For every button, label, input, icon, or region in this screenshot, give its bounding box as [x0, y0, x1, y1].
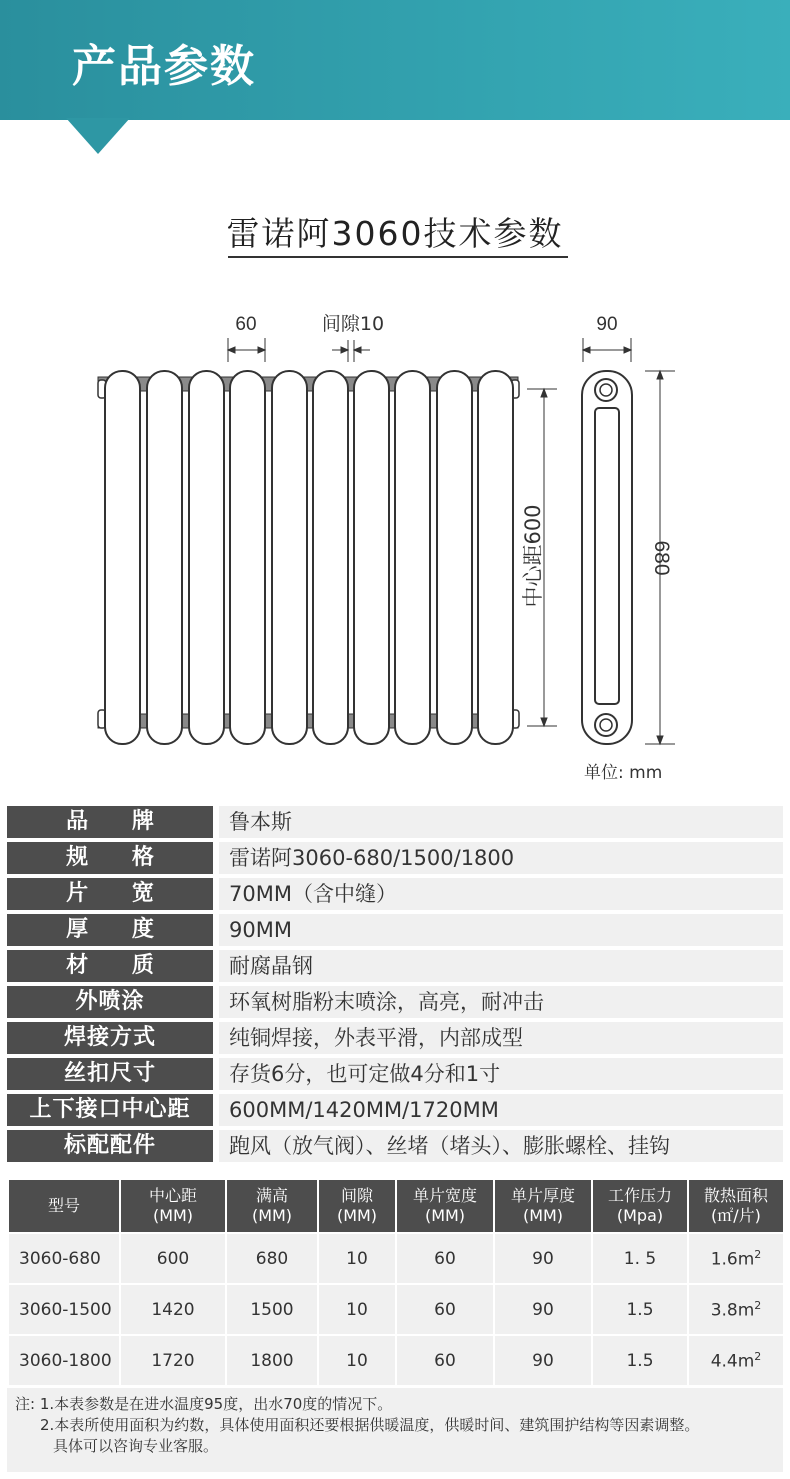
column-header-unit: (MM)	[424, 1206, 466, 1225]
column-header-title: 工作压力	[607, 1186, 672, 1205]
note-3: 具体可以咨询专业客服。	[53, 1437, 219, 1455]
column-header-unit: (MM)	[251, 1206, 293, 1225]
spec-label: 材 质	[7, 950, 213, 982]
tube-1	[105, 371, 140, 744]
column-header	[688, 1179, 784, 1233]
dim-width-label: 60	[235, 314, 257, 335]
dim-gap-label: 间隙10	[321, 313, 385, 335]
column-header	[8, 1179, 120, 1233]
section-title: 雷诺阿3060技术参数	[226, 214, 564, 253]
spec-list	[7, 806, 783, 1166]
cell-value: 60	[434, 1299, 456, 1320]
spec-label: 厚 度	[7, 914, 213, 946]
spec-row	[7, 986, 783, 1018]
cell-value: 1420	[151, 1299, 195, 1320]
spec-row	[7, 806, 783, 838]
column-header-unit: (Mpa)	[616, 1206, 664, 1225]
spec-label: 规 格	[7, 842, 213, 874]
column-header	[396, 1179, 494, 1233]
side-view-port-bottom-inner	[600, 719, 612, 731]
spec-value: 纯铜焊接，外表平滑，内部成型	[219, 1022, 783, 1054]
table-cell	[688, 1233, 784, 1284]
spec-label: 外喷涂	[7, 986, 213, 1018]
table-row	[8, 1233, 784, 1284]
note-1: 注: 1.本表参数是在进水温度95度，出水70度的情况下。	[15, 1395, 393, 1413]
column-header-unit: (㎡/片)	[711, 1206, 761, 1225]
cell-value: 3060-1500	[19, 1299, 112, 1320]
spec-value: 雷诺阿3060-680/1500/1800	[219, 842, 783, 874]
table-cell	[318, 1284, 396, 1335]
side-view-slot	[595, 408, 619, 704]
note-2: 2.本表所使用面积为约数，具体使用面积还要根据供暖温度，供暖时间、建筑围护结构等因素调整。	[40, 1416, 700, 1434]
tube-2	[147, 371, 182, 744]
column-header	[318, 1179, 396, 1233]
table-cell	[494, 1284, 592, 1335]
table-header-row	[8, 1179, 784, 1233]
table-cell	[396, 1233, 494, 1284]
column-header-unit: (MM)	[336, 1206, 378, 1225]
column-header-title: 单片厚度	[510, 1186, 575, 1205]
spec-value: 存货6分，也可定做4分和1寸	[219, 1058, 783, 1090]
cell-value: 10	[346, 1350, 368, 1371]
cell-value: 1800	[250, 1350, 294, 1371]
column-header-title: 型号	[47, 1196, 80, 1215]
spec-value: 环氧树脂粉末喷涂，高亮，耐冲击	[219, 986, 783, 1018]
tube-7	[354, 371, 389, 744]
spec-row	[7, 950, 783, 982]
cell-exponent: 2	[754, 1298, 762, 1312]
spec-label: 品 牌	[7, 806, 213, 838]
cell-value: 680	[255, 1248, 289, 1269]
table-cell	[494, 1335, 592, 1386]
table-cell	[688, 1284, 784, 1335]
cell-value: 1500	[250, 1299, 294, 1320]
spec-row	[7, 1130, 783, 1162]
spec-row	[7, 1058, 783, 1090]
cell-value: 60	[434, 1248, 456, 1269]
column-header-title: 单片宽度	[412, 1186, 477, 1205]
column-header	[226, 1179, 318, 1233]
cell-value: 90	[532, 1248, 554, 1269]
cell-value: 1.6m	[710, 1249, 755, 1270]
cell-value: 4.4m	[710, 1351, 755, 1372]
tube-9	[437, 371, 472, 744]
table-cell	[318, 1233, 396, 1284]
table-cell	[494, 1233, 592, 1284]
spec-row	[7, 1022, 783, 1054]
radiator-diagram	[0, 290, 790, 760]
spec-label: 上下接口中心距	[7, 1094, 213, 1126]
dim-center-label: 中心距600	[521, 504, 545, 608]
table-cell	[120, 1335, 226, 1386]
cell-value: 1.5	[626, 1350, 654, 1371]
column-header-title: 中心距	[148, 1186, 197, 1205]
header-banner	[0, 0, 790, 120]
spec-label: 标配配件	[7, 1130, 213, 1162]
table-cell	[226, 1284, 318, 1335]
radiator-tubes	[105, 371, 513, 744]
dim-height-label: 680	[650, 540, 673, 576]
table-cell	[396, 1284, 494, 1335]
page-title: 产品参数	[72, 41, 256, 92]
cell-value: 1720	[151, 1350, 195, 1371]
column-header-unit: (MM)	[152, 1206, 194, 1225]
spec-row	[7, 878, 783, 910]
table-cell	[120, 1233, 226, 1284]
cell-exponent: 2	[754, 1349, 762, 1363]
spec-value: 70MM（含中缝）	[219, 878, 783, 910]
table-cell	[592, 1233, 688, 1284]
column-header	[120, 1179, 226, 1233]
spec-label: 焊接方式	[7, 1022, 213, 1054]
table-row	[8, 1335, 784, 1386]
tube-4	[230, 371, 265, 744]
spec-label: 丝扣尺寸	[7, 1058, 213, 1090]
banner-pointer	[66, 118, 130, 154]
tube-8	[395, 371, 430, 744]
unit-label: 单位: mm	[584, 763, 663, 783]
spec-value: 跑风（放气阀）、丝堵（堵头）、膨胀螺栓、挂钩	[219, 1130, 783, 1162]
table-cell	[226, 1233, 318, 1284]
spec-value: 耐腐晶钢	[219, 950, 783, 982]
tube-10	[478, 371, 513, 744]
column-header-title: 间隙	[340, 1186, 373, 1205]
spec-label: 片 宽	[7, 878, 213, 910]
spec-value: 600MM/1420MM/1720MM	[219, 1094, 783, 1126]
column-header-title: 散热面积	[703, 1186, 768, 1205]
cell-value: 1.5	[626, 1299, 654, 1320]
spec-value: 90MM	[219, 914, 783, 946]
cell-value: 10	[346, 1248, 368, 1269]
spec-row	[7, 1094, 783, 1126]
title-underline	[228, 256, 568, 258]
cell-value: 10	[346, 1299, 368, 1320]
spec-row	[7, 914, 783, 946]
table-body	[8, 1233, 784, 1386]
dim-depth-label: 90	[596, 314, 618, 335]
notes	[7, 1388, 783, 1472]
cell-value: 3060-680	[19, 1248, 101, 1269]
table-cell	[592, 1335, 688, 1386]
column-header	[494, 1179, 592, 1233]
dim-gap-marker	[332, 340, 370, 362]
cell-value: 90	[532, 1350, 554, 1371]
spec-value: 鲁本斯	[219, 806, 783, 838]
tube-6	[313, 371, 348, 744]
cell-value: 3060-1800	[19, 1350, 112, 1371]
dim-width-marker	[228, 338, 265, 362]
cell-value: 90	[532, 1299, 554, 1320]
table-cell	[396, 1335, 494, 1386]
column-header	[592, 1179, 688, 1233]
table-row	[8, 1284, 784, 1335]
table-cell	[226, 1335, 318, 1386]
tube-5	[272, 371, 307, 744]
cell-value: 600	[156, 1248, 190, 1269]
table-cell	[8, 1284, 120, 1335]
cell-value: 60	[434, 1350, 456, 1371]
models-table	[7, 1178, 785, 1387]
side-view-port-top-inner	[600, 384, 612, 396]
cell-value: 3.8m	[710, 1300, 755, 1321]
table-cell	[120, 1284, 226, 1335]
table-cell	[318, 1335, 396, 1386]
table-cell	[592, 1284, 688, 1335]
table-cell	[8, 1233, 120, 1284]
column-header-title: 满高	[255, 1186, 288, 1205]
cell-value: 1. 5	[623, 1248, 657, 1269]
cell-exponent: 2	[754, 1247, 762, 1261]
spec-row	[7, 842, 783, 874]
table-cell	[688, 1335, 784, 1386]
dim-depth-marker	[583, 338, 631, 362]
table-cell	[8, 1335, 120, 1386]
tube-3	[189, 371, 224, 744]
column-header-unit: (MM)	[522, 1206, 564, 1225]
